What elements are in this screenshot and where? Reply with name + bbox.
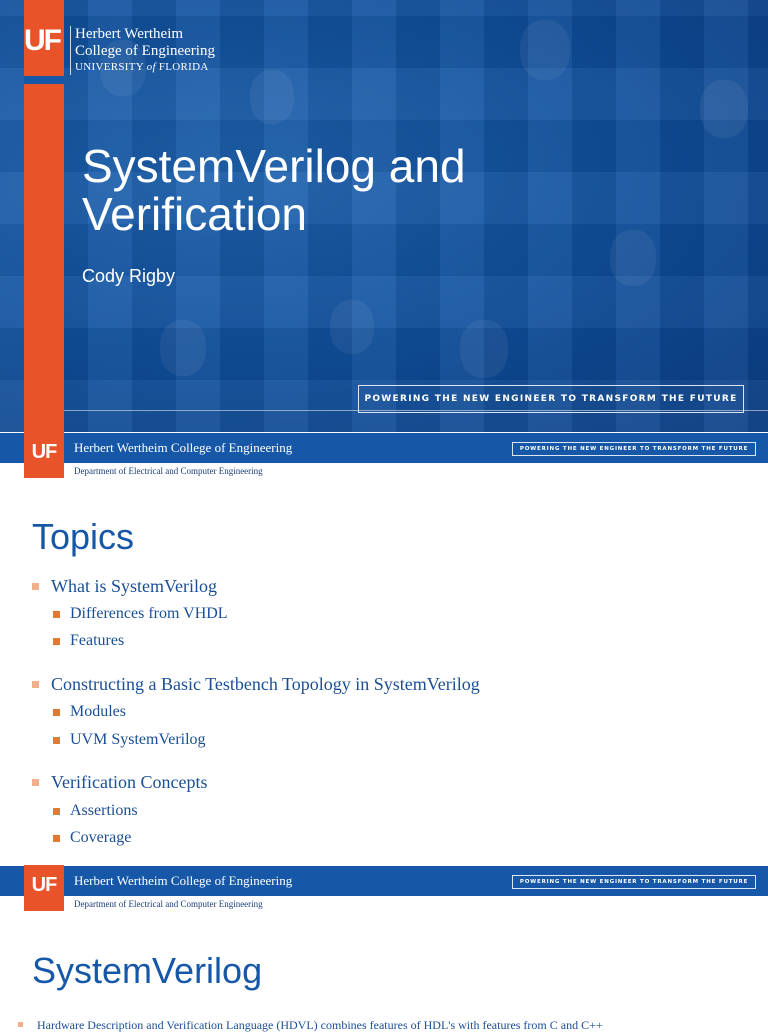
- header-tagline: POWERING THE NEW ENGINEER TO TRANSFORM THE FUTURE: [512, 875, 756, 889]
- uf-logo: UF: [24, 432, 64, 478]
- background-photo-tile: [700, 80, 748, 138]
- presentation-author: Cody Rigby: [82, 266, 176, 286]
- slide-title-topics: Topics: [32, 516, 135, 557]
- background-photo-tile: [610, 230, 656, 286]
- slide-header-bar: [0, 866, 768, 896]
- topic-label: What is SystemVerilog: [51, 576, 217, 596]
- bullet-square-icon: [53, 611, 60, 618]
- slide-title-systemverilog: SystemVerilog: [32, 950, 263, 991]
- bullet-square-icon: [53, 808, 60, 815]
- header-tagline: POWERING THE NEW ENGINEER TO TRANSFORM THE FUTURE: [512, 442, 756, 456]
- subtopic-label: Assertions: [70, 802, 138, 819]
- orange-accent-bar: [24, 0, 64, 432]
- university-suffix: FLORIDA: [155, 61, 209, 73]
- college-name-line2: College of Engineering: [75, 43, 215, 59]
- tagline-banner: POWERING THE NEW ENGINEER TO TRANSFORM THE FUTURE: [358, 385, 744, 413]
- background-photo-tile: [330, 300, 374, 354]
- bullet-square-icon: [32, 583, 39, 590]
- title-line-1: SystemVerilog and: [82, 140, 466, 192]
- bullet-square-icon: [53, 709, 60, 716]
- accent-bar-gap: [24, 76, 64, 84]
- department-name: Department of Electrical and Computer Engineering: [74, 899, 263, 909]
- systemverilog-bullet: [18, 1016, 758, 1032]
- university-name: [75, 60, 215, 75]
- background-photo-tile: [160, 320, 206, 376]
- title-slide: [0, 0, 768, 432]
- title-line-2: Verification: [82, 188, 308, 240]
- uf-logo: UF: [24, 24, 60, 57]
- department-name: Department of Electrical and Computer Engineering: [74, 466, 263, 476]
- topic-label: Constructing a Basic Testbench Topology in SystemVerilog: [51, 674, 480, 694]
- bullet-square-icon: [18, 1022, 23, 1027]
- header-college-name: Herbert Wertheim College of Engineering: [74, 440, 293, 455]
- subtopic-label: UVM SystemVerilog: [70, 731, 206, 748]
- college-name-line1: Herbert Wertheim: [75, 26, 184, 42]
- header-college-name: Herbert Wertheim College of Engineering: [74, 873, 293, 888]
- uf-logo: UF: [24, 865, 64, 911]
- presentation-title: [82, 142, 682, 238]
- background-photo-tile: [250, 70, 294, 124]
- university-prefix: UNIVERSITY: [75, 61, 147, 73]
- college-wordmark: [70, 26, 215, 75]
- bullet-square-icon: [53, 835, 60, 842]
- background-photo-tile: [520, 20, 570, 80]
- topic-label: Verification Concepts: [51, 772, 208, 792]
- divider: [64, 410, 768, 411]
- bullet-square-icon: [32, 779, 39, 786]
- university-of: of: [146, 61, 156, 73]
- slide-header-bar: [0, 433, 768, 463]
- subtopic-label: Features: [70, 632, 125, 649]
- bullet-text: Hardware Description and Verification Language (HDVL) combines features of HDL's with features from C and C++: [37, 1018, 603, 1032]
- subtopic-label: Coverage: [70, 829, 132, 846]
- bullet-square-icon: [32, 681, 39, 688]
- subtopic-label: Differences from VHDL: [70, 605, 228, 622]
- subtopic-label: Modules: [70, 703, 126, 720]
- bullet-square-icon: [53, 737, 60, 744]
- bullet-square-icon: [53, 638, 60, 645]
- background-photo-tile: [460, 320, 508, 378]
